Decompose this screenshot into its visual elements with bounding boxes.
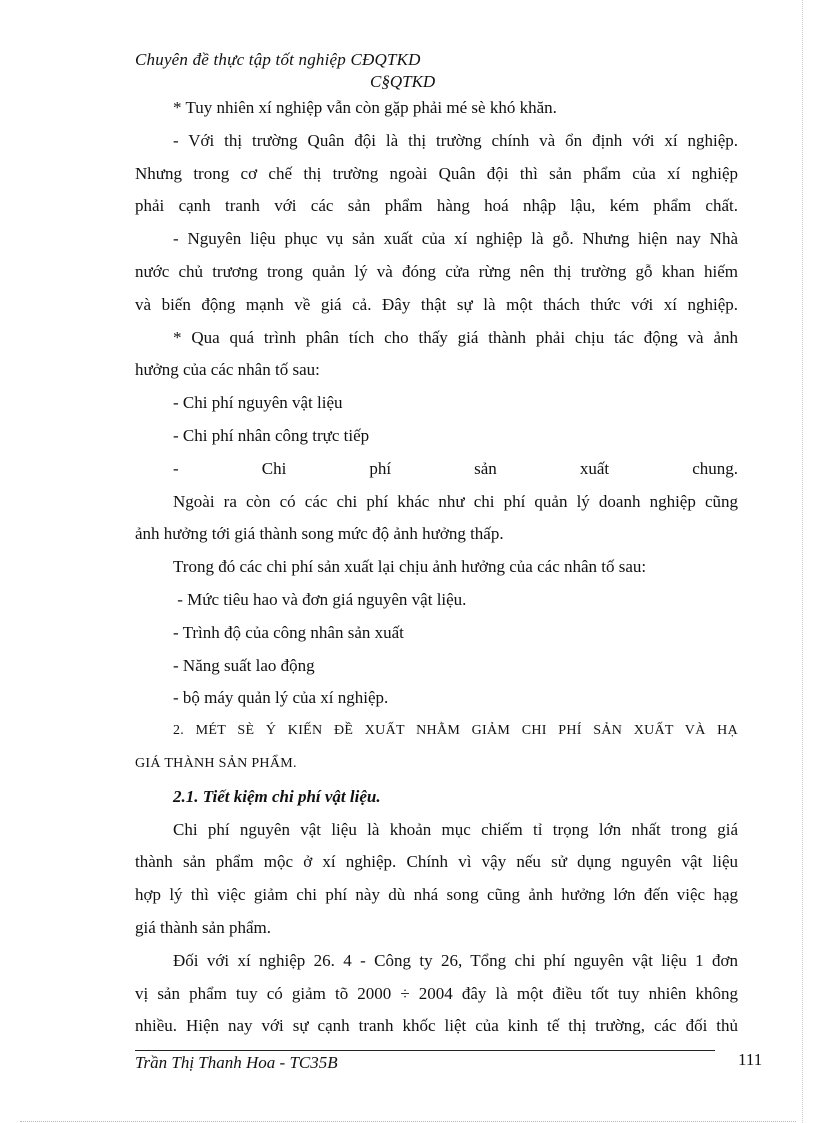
page-right-border	[802, 0, 803, 1123]
section-heading: GIÁ THÀNH SẢN PHẨM.	[135, 755, 297, 771]
text-line: Nhưng trong cơ chế thị trường ngoài Quân đội thì sản phẩm của xí nghiệp	[135, 163, 738, 183]
list-item: - Mức tiêu hao và đơn giá nguyên vật liệu.	[173, 589, 467, 609]
text-line: * Tuy nhiên xí nghiệp vẫn còn gặp phải mé sè khó khăn.	[173, 98, 557, 117]
text-line: * Qua quá trình phân tích cho thấy giá thành phải chịu tác động và ảnh	[173, 327, 738, 347]
list-item: - Chi phí sản xuất chung.	[173, 458, 738, 478]
text-line: Chi phí nguyên vật liệu là khoản mục chiếm tỉ trọng lớn nhất trong giá	[173, 819, 738, 839]
page-number: 111	[738, 1050, 763, 1069]
text-line: hợp lý thì việc giảm chi phí này dù nhá song cũng ảnh hưởng lớn đến việc hạg	[135, 885, 738, 905]
text-line: Ngoài ra còn có các chi phí khác như chi phí quản lý doanh nghiệp cũng	[173, 491, 738, 511]
subsection-heading: 2.1. Tiết kiệm chi phí vật liệu.	[173, 786, 381, 806]
text-line: - Với thị trường Quân đội là thị trường chính và ổn định với xí nghiệp.	[173, 130, 738, 150]
text-line: phải cạnh tranh với các sản phẩm hàng hoá nhập lậu, kém phẩm chất.	[135, 196, 738, 216]
list-item: - Năng suất lao động	[173, 655, 315, 675]
text-line: thành sản phẩm mộc ở xí nghiệp. Chính vì vậy nếu sử dụng nguyên vật liệu	[135, 852, 738, 872]
page-body	[135, 92, 738, 1043]
text-line: ảnh hưởng tới giá thành song mức độ ảnh hưởng thấp.	[135, 524, 504, 544]
list-item: - Chi phí nhân công trực tiếp	[173, 425, 370, 445]
text-line: và biến động mạnh về giá cả. Đây thật sự là một thách thức với xí nghiệp.	[135, 294, 738, 314]
text-line: nước chủ trương trong quản lý và đóng cửa rừng nên thị trường gỗ khan hiếm	[135, 261, 738, 281]
text-line: Đối với xí nghiệp 26. 4 - Công ty 26, Tổng chi phí nguyên vật liệu 1 đơn	[173, 950, 738, 970]
text-line: - Nguyên liệu phục vụ sản xuất của xí nghiệp là gỗ. Nhưng hiện nay Nhà	[173, 229, 738, 249]
text-line: nhiều. Hiện nay với sự cạnh tranh khốc liệt của kinh tế thị trường, các đối thủ	[135, 1016, 738, 1036]
list-item: - bộ máy quản lý của xí nghiệp.	[173, 688, 389, 708]
list-item: - Trình độ của công nhân sản xuất	[173, 622, 404, 642]
header-subtitle: C§QTKD	[370, 72, 436, 91]
footer-author: Trần Thị Thanh Hoa - TC35B	[135, 1053, 338, 1072]
text-line: giá thành sản phẩm.	[135, 917, 271, 937]
header-title: Chuyên đề thực tập tốt nghiệp CĐQTKD	[135, 50, 421, 69]
footer-rule	[135, 1050, 715, 1051]
list-item: - Chi phí nguyên vật liệu	[173, 393, 343, 413]
page-bottom-border	[20, 1121, 796, 1122]
text-line: Trong đó các chi phí sản xuất lại chịu ảnh hưởng của các nhân tố sau:	[173, 557, 647, 577]
text-line: hưởng của các nhân tố sau:	[135, 360, 320, 380]
text-line: vị sản phẩm tuy có giảm tõ 2000 ÷ 2004 đây là một điều tốt tuy nhiên không	[135, 983, 738, 1003]
section-heading: 2. MÉT SÈ Ý KIẾN ĐỀ XUẤT NHẰM GIẢM CHI PHÍ SẢN XUẤT VÀ HẠ	[173, 723, 738, 739]
